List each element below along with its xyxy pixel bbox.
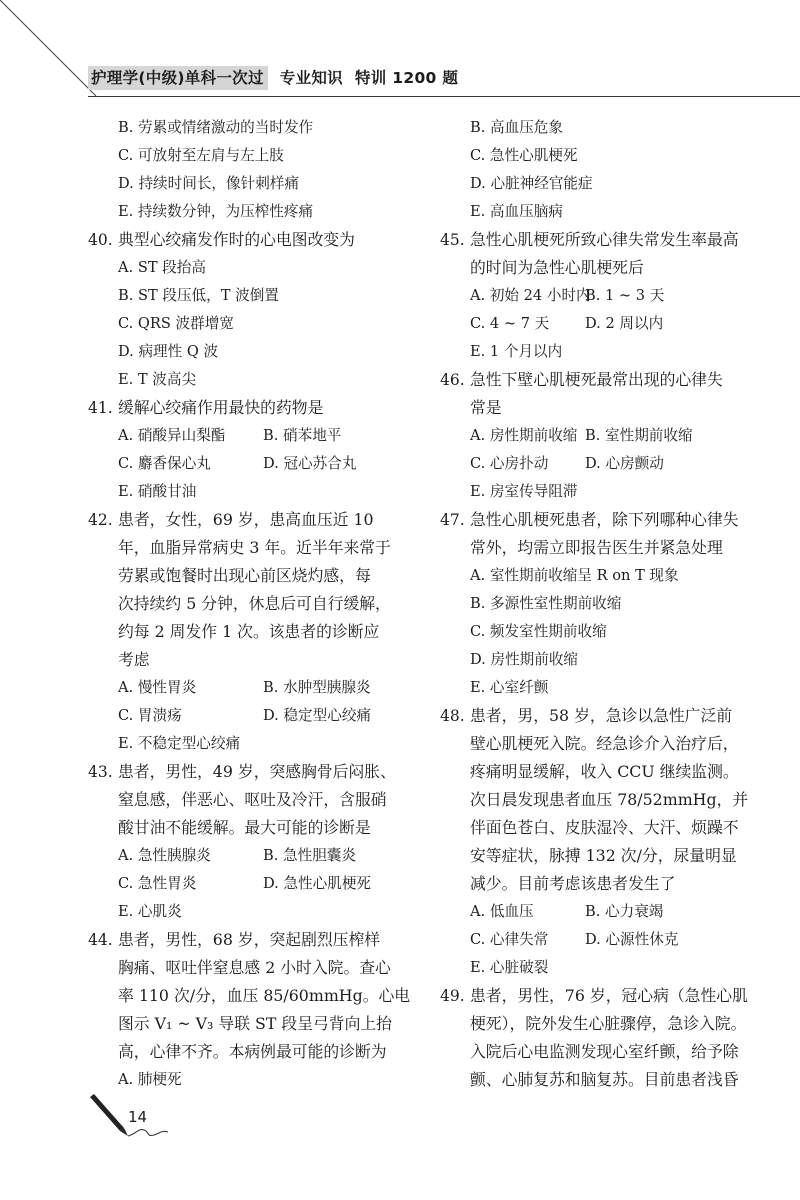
question-stem-line: 入院后心电监测发现心室纤颤，给予除 <box>470 1042 739 1061</box>
question-stem-line: 疼痛明显缓解，收入 CCU 继续监测。 <box>470 762 739 781</box>
option: B. 急性胆囊炎 <box>263 847 356 864</box>
book-title: 护理学(中级)单科一次过 <box>88 66 268 90</box>
question-stem-line: 次日晨发现患者血压 78/52mmHg，并 <box>470 790 749 809</box>
option: E. T 波高尖 <box>118 371 197 388</box>
question-42 <box>88 506 388 534</box>
question-stem-line: 的时间为急性心肌梗死后 <box>470 258 644 277</box>
option: E. 房室传导阻滞 <box>470 483 578 500</box>
option: C. 急性心肌梗死 <box>470 147 578 164</box>
question-41 <box>88 394 388 422</box>
option: D. 病理性 Q 波 <box>118 343 219 360</box>
option: C. 可放射至左肩与左上肢 <box>118 147 284 164</box>
running-header <box>88 66 458 88</box>
question-stem-line: 图示 V₁ ~ V₃ 导联 ST 段呈弓背向上抬 <box>118 1014 392 1033</box>
header-rule <box>88 96 800 97</box>
option: E. 心肌炎 <box>118 903 182 920</box>
option: E. 硝酸甘油 <box>118 483 197 500</box>
question-number: 46. <box>440 371 465 389</box>
question-number: 44. <box>88 931 113 949</box>
question-stem-line: 胸痛、呕吐伴窒息感 2 小时入院。查心 <box>118 958 391 977</box>
option: D. 2 周以内 <box>585 315 664 332</box>
option: D. 心脏神经官能症 <box>470 175 593 192</box>
option: A. 急性胰腺炎 <box>118 847 211 864</box>
question-45 <box>440 226 740 254</box>
option: D. 冠心苏合丸 <box>263 455 357 472</box>
question-40 <box>88 226 388 254</box>
question-number: 45. <box>440 231 465 249</box>
option: C. 急性胃炎 <box>118 875 197 892</box>
question-47 <box>440 506 740 534</box>
question-stem-line: 减少。目前考虑该患者发生了 <box>470 874 676 893</box>
question-stem: 缓解心绞痛作用最快的药物是 <box>118 398 324 417</box>
option: E. 心室纤颤 <box>470 679 549 696</box>
question-number: 41. <box>88 399 113 417</box>
option: D. 房性期前收缩 <box>470 651 579 668</box>
option: A. 慢性胃炎 <box>118 679 197 696</box>
option: B. 高血压危象 <box>470 119 563 136</box>
option: C. 心房扑动 <box>470 455 549 472</box>
option: B. 1 ~ 3 天 <box>585 287 665 304</box>
question-stem-line: 高，心律不齐。本病例最可能的诊断为 <box>118 1042 387 1061</box>
question-number: 42. <box>88 511 113 529</box>
question-stem-line: 约每 2 周发作 1 次。该患者的诊断应 <box>118 622 380 641</box>
question-stem: 患者，女性，69 岁，患高血压近 10 <box>118 510 374 529</box>
option: C. 频发室性期前收缩 <box>470 623 607 640</box>
question-stem: 患者，男，58 岁，急诊以急性广泛前 <box>470 706 733 725</box>
option: A. ST 段抬高 <box>118 259 206 276</box>
left-column <box>88 114 411 1094</box>
question-number: 48. <box>440 707 465 725</box>
question-number: 47. <box>440 511 465 529</box>
question-stem-line: 劳累或饱餐时出现心前区烧灼感，每 <box>118 566 371 585</box>
question-stem: 患者，男性，49 岁，突感胸骨后闷胀、 <box>118 762 396 781</box>
question-stem: 患者，男性，76 岁，冠心病（急性心肌 <box>470 986 748 1005</box>
question-stem-line: 常外，均需立即报告医生并紧急处理 <box>470 538 723 557</box>
option: A. 硝酸异山梨酯 <box>118 427 226 444</box>
option: A. 低血压 <box>470 903 534 920</box>
question-stem-line: 酸甘油不能缓解。最大可能的诊断是 <box>118 818 371 837</box>
option-row <box>440 422 740 450</box>
question-stem: 急性心肌梗死所致心律失常发生率最高 <box>470 230 739 249</box>
option-row <box>440 898 740 926</box>
question-number: 43. <box>88 763 113 781</box>
question-46 <box>440 366 740 394</box>
question-number: 49. <box>440 987 465 1005</box>
question-stem-line: 次持续约 5 分钟，休息后可自行缓解， <box>118 594 391 613</box>
option: C. 胃溃疡 <box>118 707 182 724</box>
option: D. 心房颤动 <box>585 455 664 472</box>
question-stem: 急性心肌梗死患者，除下列哪种心律失 <box>470 510 739 529</box>
section-label: 专业知识 <box>279 69 343 87</box>
option: B. ST 段压低，T 波倒置 <box>118 287 279 304</box>
option: D. 持续时间长，像针刺样痛 <box>118 175 299 192</box>
option: E. 持续数分钟，为压榨性疼痛 <box>118 203 314 220</box>
option: D. 急性心肌梗死 <box>263 875 372 892</box>
question-stem-line: 壁心肌梗死入院。经急诊介入治疗后， <box>470 734 739 753</box>
question-stem: 典型心绞痛发作时的心电图改变为 <box>118 230 355 249</box>
question-49 <box>440 982 748 1010</box>
option-row <box>440 926 740 954</box>
question-stem-line: 梗死），院外发生心脏骤停，急诊入院。 <box>470 1014 747 1033</box>
question-stem-line: 安等症状，脉搏 132 次/分，尿量明显 <box>470 846 737 865</box>
question-stem-line: 常是 <box>470 398 502 417</box>
option: B. 多源性室性期前收缩 <box>470 595 622 612</box>
option-row <box>88 870 388 898</box>
question-stem-line: 颤、心肺复苏和脑复苏。目前患者浅昏 <box>470 1070 739 1089</box>
option: E. 1 个月以内 <box>470 343 563 360</box>
option: B. 硝苯地平 <box>263 427 342 444</box>
question-number: 40. <box>88 231 113 249</box>
question-stem: 急性下壁心肌梗死最常出现的心律失 <box>470 370 723 389</box>
question-stem: 患者，男性，68 岁，突起剧烈压榨样 <box>118 930 381 949</box>
option: A. 初始 24 小时内 <box>470 287 591 304</box>
option: B. 室性期前收缩 <box>585 427 693 444</box>
option: B. 水肿型胰腺炎 <box>263 679 371 696</box>
question-48 <box>440 702 740 730</box>
option-row <box>88 450 388 478</box>
option-row <box>88 842 388 870</box>
question-43 <box>88 758 396 786</box>
question-44 <box>88 926 388 954</box>
option: A. 房性期前收缩 <box>470 427 578 444</box>
subtitle: 特训 1200 题 <box>354 69 459 87</box>
option: E. 不稳定型心绞痛 <box>118 735 241 752</box>
option-row <box>88 702 388 730</box>
right-column <box>440 114 749 1094</box>
question-stem-line: 窒息感，伴恶心、呕吐及冷汗，含服硝 <box>118 790 387 809</box>
option-row <box>440 450 740 478</box>
option: C. 4 ~ 7 天 <box>470 315 550 332</box>
option: E. 高血压脑病 <box>470 203 563 220</box>
option: C. 麝香保心丸 <box>118 455 211 472</box>
question-stem-line: 年，血脂异常病史 3 年。近半年来常于 <box>118 538 391 557</box>
option: E. 心脏破裂 <box>470 959 549 976</box>
page-number: 14 <box>128 1108 148 1126</box>
option-row <box>88 422 388 450</box>
question-stem-line: 考虑 <box>118 650 150 669</box>
option: C. 心律失常 <box>470 931 549 948</box>
option-row <box>88 674 388 702</box>
option: A. 室性期前收缩呈 R on T 现象 <box>470 567 679 584</box>
option: C. QRS 波群增宽 <box>118 315 234 332</box>
option-row <box>440 282 740 310</box>
option: A. 肺梗死 <box>118 1071 182 1088</box>
option-row <box>440 310 740 338</box>
option: D. 稳定型心绞痛 <box>263 707 372 724</box>
question-stem-line: 率 110 次/分，血压 85/60mmHg。心电 <box>118 986 411 1005</box>
option: D. 心源性休克 <box>585 931 679 948</box>
option: B. 心力衰竭 <box>585 903 664 920</box>
question-stem-line: 伴面色苍白、皮肤湿冷、大汗、烦躁不 <box>470 818 739 837</box>
option: B. 劳累或情绪激动的当时发作 <box>118 119 314 136</box>
